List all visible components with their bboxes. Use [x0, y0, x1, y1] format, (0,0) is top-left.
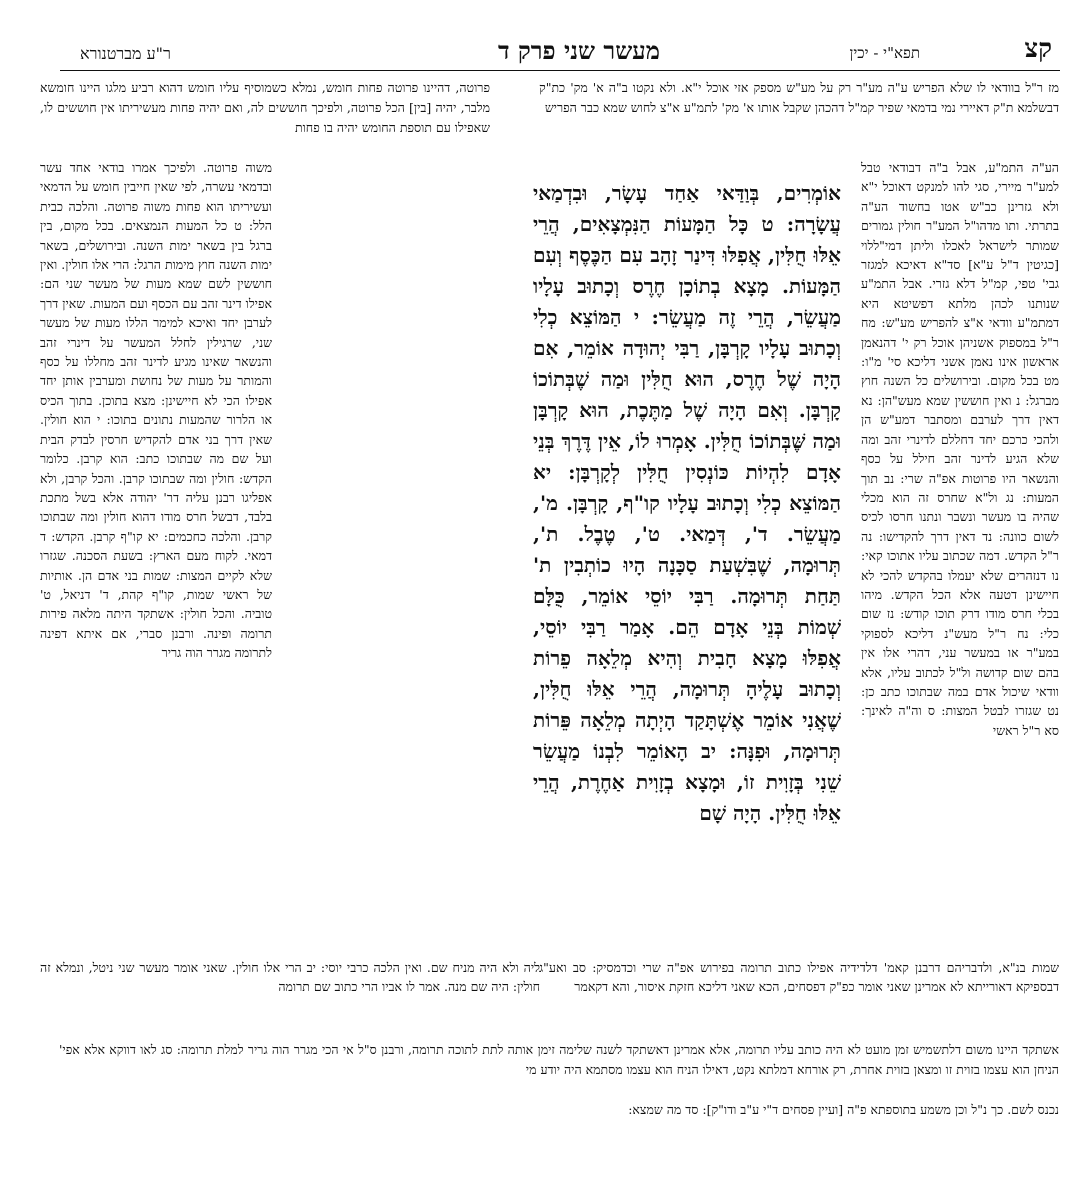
page-number: קצ	[1024, 34, 1052, 64]
header-tifferet-label: תפא"י - יכין	[849, 44, 920, 62]
bartenura-top-commentary	[40, 78, 490, 138]
bartenura-column	[40, 158, 272, 958]
bartenura-bottom-commentary	[40, 958, 540, 997]
page-header	[60, 34, 1060, 68]
tifferet-top-commentary	[539, 78, 1059, 118]
tifferet-footer-text: אשתקד היינו משום דלתשמיש זמן מועט לא היה כותב עליו תרומה, אלא אמרינן דאשתקד לשנה שלימה זימן אותה לתת לתוכה תרומה, ורבנן ס"ל אי הכי מגרר הוה גריר למלת תרומה: סג לאו דווקא אלא אפי' הניחן הוא עצמו בזוית זו ומצאן בזוית אחרת, רק אורחא דמלתא נקט, דאילו הניח הוא עצמו מסתמא היה יודע מי	[59, 1042, 1059, 1077]
bartenura-bottom-text: ליה ולא היה מניח שם. ואין הלכה כרבי יוסי: יב הרי אלו חולין. שאני אומר מעשר שני ניטל, ונמלא זה חולין: היה שם מנה. אמר לו אביו הרי כתוב שם תרומה	[40, 960, 540, 995]
header-rule	[60, 70, 1060, 71]
tifferet-footer-last-text: נכנס לשם. כך נ"ל וכן משמע בתוספתא פ"ה [ועיין פסחים ד"י ע"ב ודו"ק]: סד מה שמצא:	[628, 1102, 1059, 1117]
tifferet-top-text: מז ר"ל בוודאי לו שלא הפריש ע"ה מע"ר רק על מע"ש מספק אזי אוכל י"א. ולא נקטו ב"ה א' מק' כת"ק דבשלמא ת"ק דאיירי נמי בדמאי שפיר קמ"ל דהכהן שקבל אותו א' מק' לתמ"ע א"צ לחוש שמא כבר הפריש	[539, 80, 1059, 115]
tifferet-bottom-commentary	[539, 958, 1059, 997]
bartenura-top-text: פרוטה, דהיינו פרוטה פחות חומש, נמלא כשמוסיף עליו חומש דהוא רביע מלגו היינו חומשא מלבר, יהיה [בין] הכל פרוטה, ולפיכך חוששים לה, ואם יהיה פחות מעשיריתו אין חוששים לו, שאפילו עם תוספת החומש יהיה בו פחות	[40, 80, 490, 135]
tifferet-bottom-text: שמות בנ"א, ולדבריהם דרבנן קאמ' דלדידיה אפילו כתוב תרומה בפירוש אפ"ה שרי וכדמסיק: סב ואע"ג דבספיקא דאורייתא לא אמרינן שאני אומר כפ"ק דפסחים, הכא שאני דליכא חזקת איסור, והא דקאמר	[539, 960, 1059, 995]
tifferet-footer-last-line	[59, 1100, 1059, 1120]
tifferet-column	[861, 158, 1059, 958]
tifferet-footer-commentary	[59, 1040, 1059, 1080]
header-tractate-title: מעשר שני פרק ד	[498, 36, 660, 65]
mishnah-text	[533, 178, 841, 968]
mishnah-body: אוֹמְרִים, בְּוַדַּאי אַחַד עָשָׂר, וּבִדְמַאי עֲשָׂרָה: ט כָּל הַמָּעוֹת הַנִּמְצָאִים, הֲרֵי אֵלּוּ חֻלִּין, אֲפִלּוּ דִּינַר זָהָב עִם הַכֶּסֶף וְעִם הַמָּעוֹת. מָצָא בְתוֹכָן חֶרֶס וְכָתוּב עָלָיו מַעֲשֵׂר, הֲרֵי זֶה מַעֲשֵׂר: י הַמּוֹצֵא כְלִי וְכָתוּב עָלָיו קָרְבָּן, רַבִּי יְהוּדָה אוֹמֵר, אִם הָיָה שֶׁל חֶרֶס, הוּא חֻלִּין וּמַה שֶׁבְּתוֹכוֹ קָרְבָּן. וְאִם הָיָה שֶׁל מַתֶּכֶת, הוּא קָרְבָּן וּמַה שֶּׁבְּתוֹכוֹ חֻלִּין. אָמְרוּ לוֹ, אֵין דֶּרֶךְ בְּנֵי אָדָם לִהְיוֹת כּוֹנְסִין חֻלִּין לְקָרְבָּן: יא הַמּוֹצֵא כְלִי וְכָתוּב עָלָיו קו"ף, קָרְבָּן. מ', מַעֲשֵׂר. ד', דְּמַאי. ט', טֶבֶל. ת', תְּרוּמָה, שֶׁבִּשְׁעַת סַכָּנָה הָיוּ כוֹתְבִין ת' תַּחַת תְּרוּמָה. רַבִּי יוֹסֵי אוֹמֵר, כֻּלָּם שְׁמוֹת בְּנֵי אָדָם הֵם. אָמַר רַבִּי יוֹסֵי, אֲפִלּוּ מָצָא חָבִית וְהִיא מְלֵאָה פֵרוֹת וְכָתוּב עָלֶיהָ תְּרוּמָה, הֲרֵי אֵלּוּ חֻלִּין, שֶׁאֲנִי אוֹמֵר אֶשְׁתָּקַד הָיְתָה מְלֵאָה פֵּרוֹת תְּרוּמָה, וּפִנָּה: יב הָאוֹמֵר לִבְנוֹ מַעֲשֵׂר שֵׁנִי בְּזָוִית זוֹ, וּמָצָא בְזָוִית אַחֶרֶת, הֲרֵי אֵלּוּ חֻלִּין. הָיָה שָׁם	[533, 181, 841, 825]
tifferet-column-text: הע"ה התמ"ע, אבל ב"ה דבודאי טבל למע"ר מיירי, סגי להו למנקט דאוכל י"א ולא גזרינן כב"ש אטו בחשוד הע"ה בתרתי. ותו מדהו"ל המע"ר חולין גמורים שמותר לישראל לאכלו וליתן דמי"ללוי [כגיטין ד"ל ע"א] סד"א דאיכא למגזר גבי' טפי, קמ"ל דלא גזרי. אבל התמ"ע שנותנו לכהן מלתא דפשיטא היא דמתמ"ע וודאי א"צ להפריש מע"ש: מח ר"ל במספוק אשניהן אוכל רק י' דהנאמן אראשון אינו נאמן אשני דליכא סי' מ"ו: מט בכל מקום. ובירושלים כל השנה חוץ מברגל: נ ואין חוששין שמא מעש"הן: נא דאין דרך לערבם ומסתבר דמע"ש הן ולהכי כרכם יחד דחללם לדינרי זהב ומה שלא הגיע לדינר זהב חילל על כסף והנשאר היו פרוטות אפ"ה שרי: נב תוך המעות: נג ול"א שחרס זה הוא מכלי שהיה בו מעשר ונשבר ונתנו חרסו לכיס לשום כוונה: נד דאין דרך להקדישו: נה ר"ל הקדש. דמה שכתוב עליו אתוכו קאי: נו דנזהרים שלא יעמלו בהקדש להכי לא חיישינן דטעה אלא הכל הקדש. מיהו בכלי חרס מודו דרק תוכו קודש: נז שום כלי: נח ר"ל מעש"נ דליכא לספוקי במע"ר או במעשר עני, דהרי אלו אין בהם שום קדושה ול"ל לכתוב עליו, אלא וודאי שיכול אדם במה שבתוכו כתב כן: נט שגזרו לבטל המצות: ס וה"ה לאינך: סא ר"ל ראשי	[861, 160, 1059, 738]
bartenura-column-text: משוה פרוטה. ולפיכך אמרו בודאי אחד עשר ובדמאי עשרה, לפי שאין חייבין חומש על הדמאי ועשיריתו הוא פחות משוה פרוטה. והלכה כבית הלל: ט כל המעות הנמצאים. בכל מקום, בין ברגל בין בשאר ימות השנה. ובירושלים, בשאר ימות השנה חוץ מימות הרגל: הרי אלו חולין. ואין חוששין לשם שמא מעות של מעשר שני הם: אפילו דינר זהב עם הכסף ועם המעות. שאין דרך לערבן יחד ואיכא למימר הללו מעות של מעשר שני, שרגילין לחלל המעשר על דינרי זהב והנשאר שאינו מגיע לדינר זהב מחללו על כסף והמותר על מעות של נחושת ומערבין אותן יחד אפילו הכי לא חיישינן: מצא בתוכן. בתוך הכיס או הלרור שהמעות נתונים בתוכו: י הוא חולין. שאין דרך בני אדם להקדיש חרסין לבדק הבית ועל שם מה שבתוכו כתב: הוא קרבן. כלומר הקדש: חולין ומה שבתוכו קרבן. והכל קרבן, ולא אפליגו רבנן עליה דר' יהודה אלא בשל מתכת בלבד, דבשל חרס מודו דהוא חולין ומה שבתוכו קרבן. והלכה כחכמים: יא קו"ף קרבן. הקדש: ד דמאי. לקוח מעם הארץ: בשעת הסכנה. שגזרו שלא לקיים המצות: שמות בני אדם הן. אותיות של ראשי שמות, קו"ף קהת, ד' דניאל, ט' טוביה. והכל חולין: אשתקד היתה מלאה פירות תרומה ופינה. ורבנן סברי, אם איתא דפינה לתרומה מגרר הוה גריר	[40, 160, 272, 661]
header-bartenura-label: ר"ע מברטנורא	[80, 44, 171, 63]
